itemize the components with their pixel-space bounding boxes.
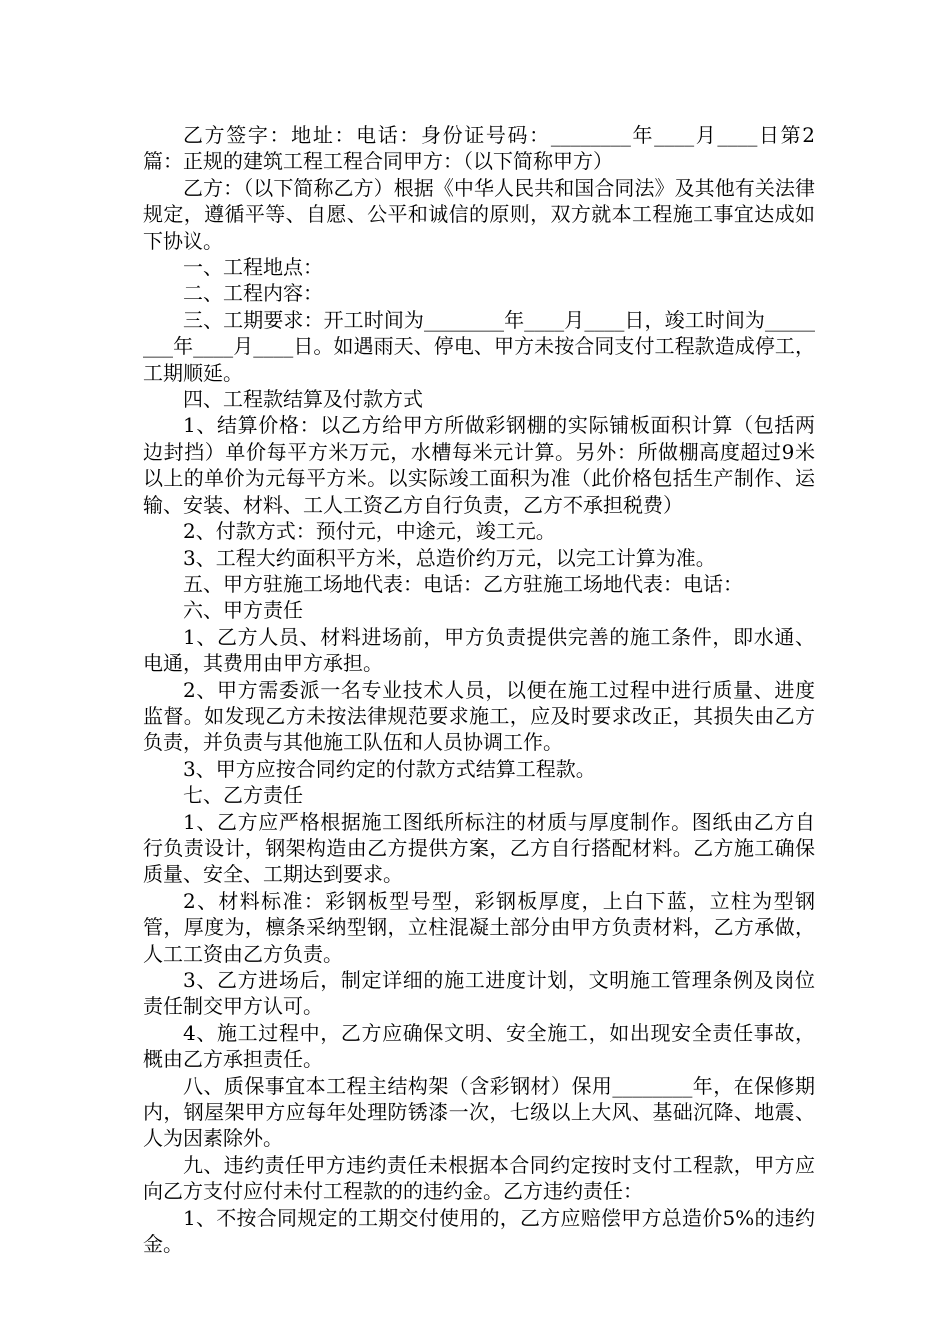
paragraph-schedule: 三、工期要求：开工时间为________年____月____日，竣工时间为________年____月____日。如遇雨天、停电、甲方未按合同支付工程款造成停工，工期顺延。 xyxy=(143,307,815,385)
paragraph-liability: 九、违约责任甲方违约责任未根据本合同约定按时支付工程款，甲方应向乙方支付应付未付工程款的的违约金。乙方违约责任： xyxy=(143,1152,815,1204)
paragraph-party-a-item-3: 3、甲方应按合同约定的付款方式结算工程款。 xyxy=(183,756,596,781)
paragraph-party-a-item-2: 2、甲方需委派一名专业技术人员，以便在施工过程中进行质量、进度监督。如发现乙方未按法律规范要求施工，应及时要求改正，其损失由乙方负责，并负责与其他施工队伍和人员协调工作。 xyxy=(143,677,815,755)
paragraph-party-b-item-3: 3、乙方进场后，制定详细的施工进度计划，文明施工管理条例及岗位责任制交甲方认可。 xyxy=(143,968,815,1019)
paragraph-payment-method: 2、付款方式：预付元，中途元，竣工元。 xyxy=(183,519,556,544)
paragraph-liability-item-1: 1、不按合同规定的工期交付使用的，乙方应赔偿甲方总造价5%的违约金。 xyxy=(143,1205,815,1257)
paragraph-project-area: 3、工程大约面积平方米，总造价约万元，以完工计算为准。 xyxy=(183,545,716,570)
paragraph-preamble: 乙方：（以下简称乙方）根据《中华人民共和国合同法》及其他有关法律规定，遵循平等、自愿、公平和诚信的原则，双方就本工程施工事宜达成如下协议。 xyxy=(143,175,815,253)
section-heading-payment: 四、工程款结算及付款方式 xyxy=(183,387,423,412)
paragraph-project-location: 一、工程地点： xyxy=(183,255,323,280)
paragraph-party-b-item-4: 4、施工过程中，乙方应确保文明、安全施工，如出现安全责任事故，概由乙方承担责任。 xyxy=(143,1020,815,1072)
paragraph-party-b-item-2: 2、材料标准：彩钢板型号型，彩钢板厚度，上白下蓝，立柱为型钢管，厚度为，檩条采纳型钢，立柱混凝土部分由甲方负责材料，乙方承做，人工工资由乙方负责。 xyxy=(143,888,815,966)
paragraph-party-b-item-1: 1、乙方应严格根据施工图纸所标注的材质与厚度制作。图纸由乙方自行负责设计，钢架构造由乙方提供方案，乙方自行搭配材料。乙方施工确保质量、安全、工期达到要求。 xyxy=(143,809,815,887)
section-heading-party-b: 七、乙方责任 xyxy=(183,783,303,808)
contract-text-body xyxy=(143,122,815,1257)
section-heading-party-a: 六、甲方责任 xyxy=(183,598,303,623)
paragraph-signature-line: 乙方签字：地址：电话：身份证号码：________年____月____日第2篇：正规的建筑工程工程合同甲方：（以下简称甲方） xyxy=(143,123,815,174)
paragraph-party-a-item-1: 1、乙方人员、材料进场前，甲方负责提供完善的施工条件，即水通、电通，其费用由甲方承担。 xyxy=(143,624,815,676)
paragraph-warranty: 八、质保事宜本工程主结构架（含彩钢材）保用________年，在保修期内，钢屋架甲方应每年处理防锈漆一次，七级以上大风、基础沉降、地震、人为因素除外。 xyxy=(143,1073,815,1151)
paragraph-site-representatives: 五、甲方驻施工场地代表：电话：乙方驻施工场地代表：电话： xyxy=(183,571,743,596)
paragraph-project-content: 二、工程内容： xyxy=(183,281,323,306)
paragraph-settlement-price: 1、结算价格：以乙方给甲方所做彩钢棚的实际铺板面积计算（包括两边封挡）单价每平方米万元，水槽每米元计算。另外：所做棚高度超过9米以上的单价为元每平方米。以实际竣工面积为准（此价格包括生产制作、运输、安装、材料、工人工资乙方自行负责，乙方不承担税费） xyxy=(143,413,815,517)
